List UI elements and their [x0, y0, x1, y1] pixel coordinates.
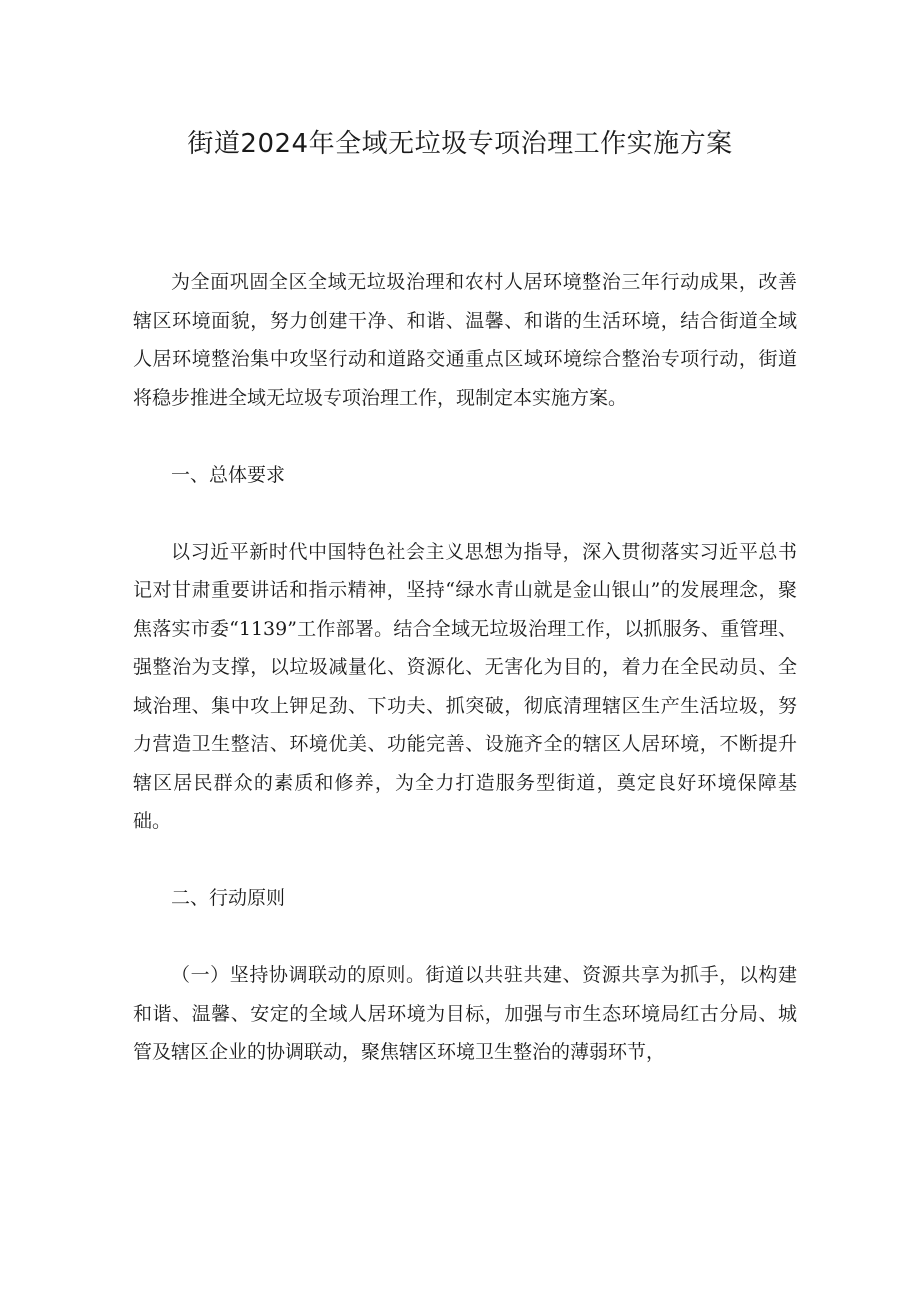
- document-title: 街道2024年全域无垃圾专项治理工作实施方案: [187, 129, 733, 159]
- section-1-heading: 一、总体要求: [171, 463, 286, 486]
- section-2-heading: 二、行动原则: [171, 887, 286, 909]
- intro-paragraph: 为全面巩固全区全域无垃圾治理和农村人居环境整治三年行动成果，改善辖区环境面貌，努力创建干净、和谐、温馨、和谐的生活环境，结合街道全域人居环境整治集中攻坚行动和道路交通重点区域环境综合整治专项行动，街道将稳步推进全域无垃圾专项治理工作，现制定本实施方案。: [133, 271, 797, 409]
- section-2-item-1-paragraph: （一）坚持协调联动的原则。街道以共驻共建、资源共享为抓手，以构建和谐、温馨、安定的全域人居环境为目标，加强与市生态环境局红古分局、城管及辖区企业的协调联动，聚焦辖区环境卫生整治的薄弱环节，: [133, 964, 797, 1063]
- section-1-paragraph: 以习近平新时代中国特色社会主义思想为指导，深入贯彻落实习近平总书记对甘肃重要讲话和指示精神，坚持“绿水青山就是金山银山”的发展理念，聚焦落实市委“1139”工作部署。结合全域无垃圾治理工作，以抓服务、重管理、强整治为支撑，以垃圾减量化、资源化、无害化为目的，着力在全民动员、全域治理、集中攻上钾足劲、下功夫、抓突破，彻底清理辖区生产生活垃圾，努力营造卫生整洁、环境优美、功能完善、设施齐全的辖区人居环境，不断提升辖区居民群众的素质和修养，为全力打造服务型街道，奠定良好环境保障基础。: [133, 540, 797, 832]
- document-body: [133, 263, 797, 1072]
